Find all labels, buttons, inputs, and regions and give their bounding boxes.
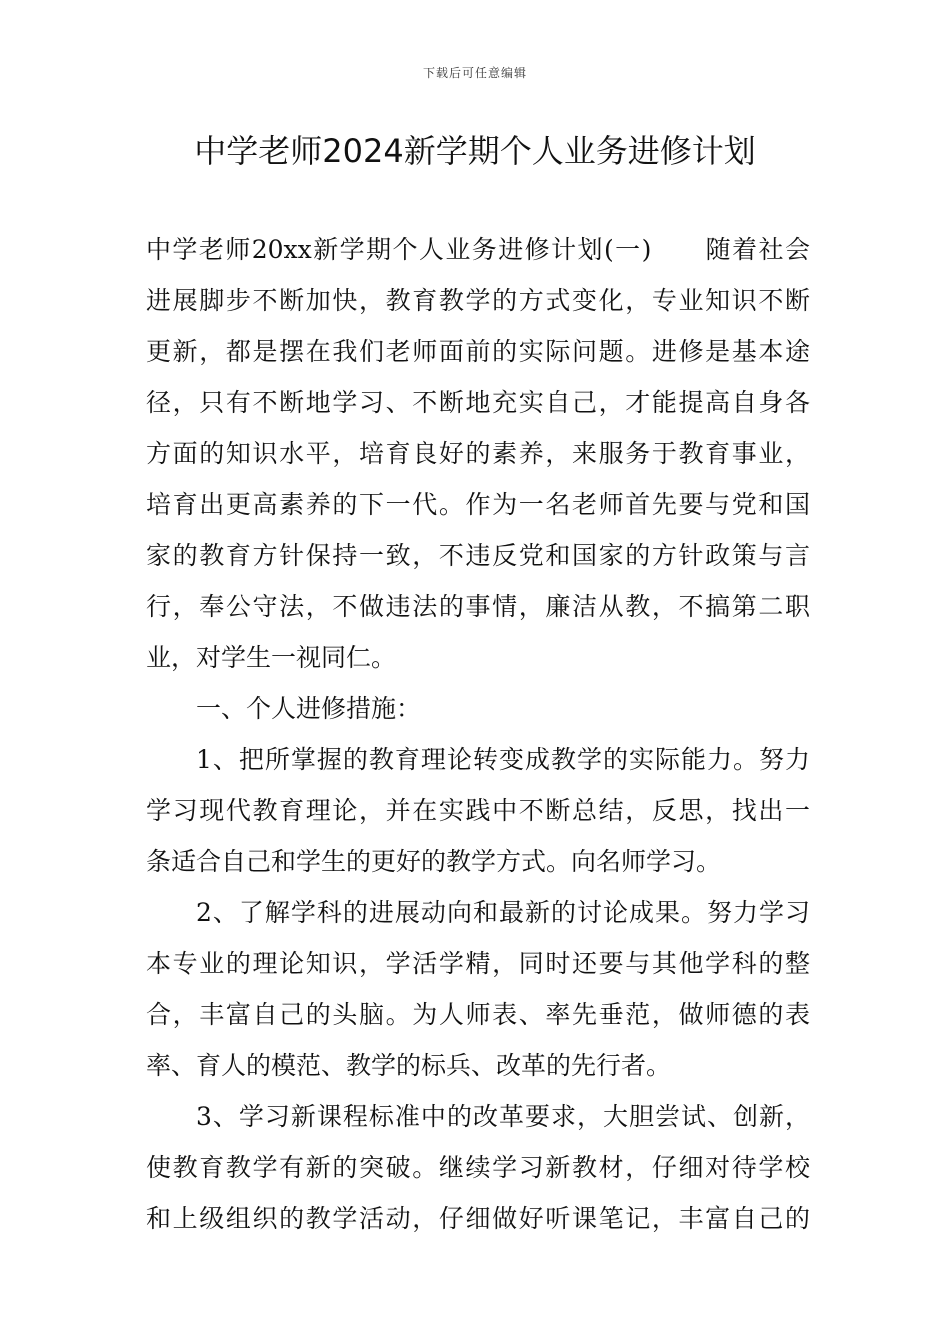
body-line: 培育出更高素养的下一代。作为一名老师首先要与党和国 (146, 490, 810, 519)
body-line: 家的教育方针保持一致，不违反党和国家的方针政策与言 (146, 541, 810, 570)
body-line: 率、育人的模范、教学的标兵、改革的先行者。 (146, 1051, 672, 1080)
body-line: 进展脚步不断加快，教育教学的方式变化，专业知识不断 (146, 286, 810, 315)
body-line: 3、学习新课程标准中的改革要求，大胆尝试、创新， (196, 1102, 810, 1131)
body-line: 中学老师20xx新学期个人业务进修计划(一) 随着社会 (146, 235, 810, 264)
body-line: 和上级组织的教学活动，仔细做好听课笔记，丰富自己的 (146, 1204, 810, 1233)
body-line: 径，只有不断地学习、不断地充实自己，才能提高自身各 (146, 388, 810, 417)
body-line: 2、了解学科的进展动向和最新的讨论成果。努力学习 (196, 898, 810, 927)
body-line: 业，对学生一视同仁。 (146, 643, 397, 672)
body-line: 方面的知识水平，培育良好的素养，来服务于教育事业， (146, 439, 810, 468)
section-heading: 一、个人进修措施： (196, 694, 422, 723)
body-line: 1、把所掌握的教育理论转变成教学的实际能力。努力 (196, 745, 810, 774)
document-body (146, 224, 810, 1244)
body-line: 合，丰富自己的头脑。为人师表、率先垂范，做师德的表 (146, 1000, 810, 1029)
body-line: 本专业的理论知识，学活学精，同时还要与其他学科的整 (146, 949, 810, 978)
body-line: 更新，都是摆在我们老师面前的实际问题。进修是基本途 (146, 337, 810, 366)
header-note: 下载后可任意编辑 (422, 66, 527, 80)
body-line: 条适合自己和学生的更好的教学方式。向名师学习。 (146, 847, 722, 876)
document-title: 中学老师2024新学期个人业务进修计划 (194, 132, 756, 170)
body-line: 行，奉公守法，不做违法的事情，廉洁从教，不搞第二职 (146, 592, 810, 621)
body-line: 学习现代教育理论，并在实践中不断总结，反思，找出一 (146, 796, 810, 825)
body-line: 使教育教学有新的突破。继续学习新教材，仔细对待学校 (146, 1153, 810, 1182)
